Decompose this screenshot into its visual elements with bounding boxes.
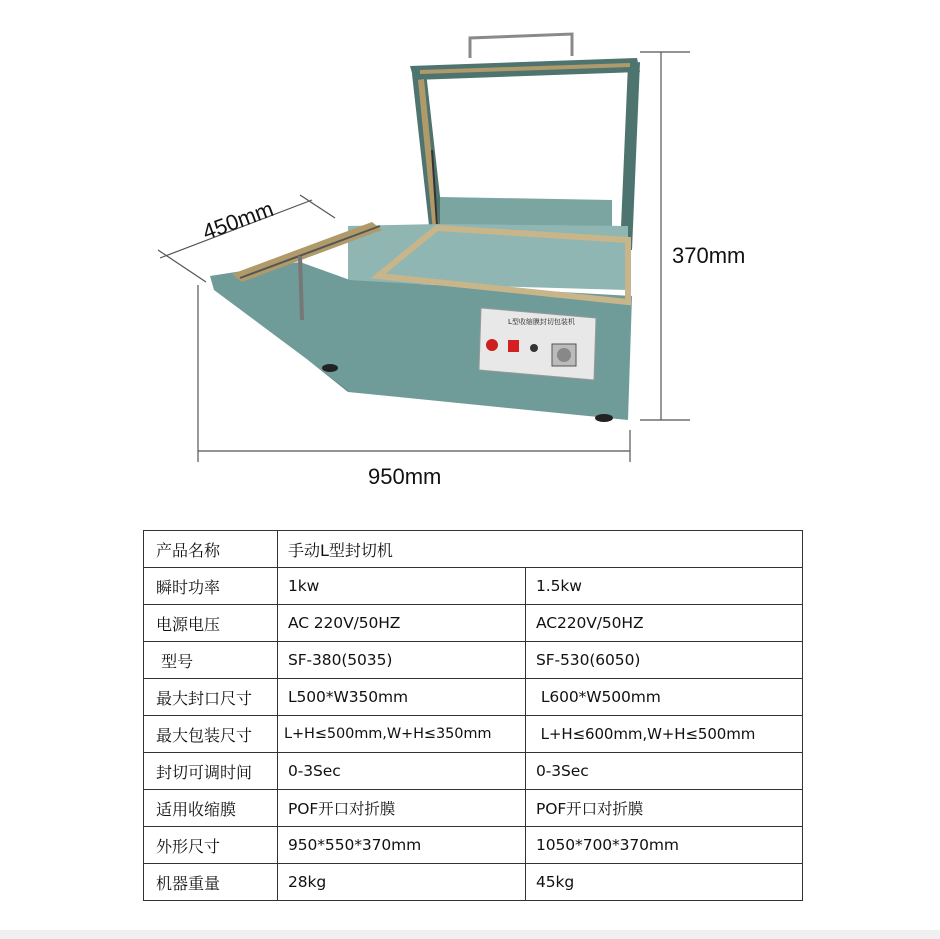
value-model-2: SF-530(6050): [526, 642, 803, 679]
adjust-knob-icon: [530, 344, 538, 352]
value-model-2: 0-3Sec: [526, 753, 803, 790]
spec-table: [143, 530, 803, 901]
table-row: [144, 864, 803, 901]
value-model-1: SF-380(5035): [278, 642, 526, 679]
value-model-2: 45kg: [526, 864, 803, 901]
row-label: 最大封口尺寸: [144, 679, 278, 716]
table-row: [144, 642, 803, 679]
width-label: 950mm: [368, 464, 442, 489]
row-label: 机器重量: [144, 864, 278, 901]
value-model-2: L600*W500mm: [526, 679, 803, 716]
value-model-2: 1050*700*370mm: [526, 827, 803, 864]
value-model-2: AC220V/50HZ: [526, 605, 803, 642]
value-model-1: 950*550*370mm: [278, 827, 526, 864]
value-model-2: 1.5kw: [526, 568, 803, 605]
product-name-label: 产品名称: [144, 531, 278, 568]
table-row: [144, 568, 803, 605]
table-row: [144, 531, 803, 568]
power-indicator-icon: [486, 339, 498, 351]
table-row: [144, 827, 803, 864]
value-model-1: 1kw: [278, 568, 526, 605]
row-label: 最大包装尺寸: [144, 716, 278, 753]
control-panel-title: L型收缩膜封切包装机: [508, 318, 575, 326]
power-switch-icon: [508, 340, 519, 352]
row-label: 封切可调时间: [144, 753, 278, 790]
depth-label: 450mm: [199, 196, 277, 245]
table-row: [144, 716, 803, 753]
value-model-1: 0-3Sec: [278, 753, 526, 790]
bottom-divider: [0, 930, 940, 939]
value-model-2: POF开口对折膜: [526, 790, 803, 827]
row-label: 外形尺寸: [144, 827, 278, 864]
control-panel: [479, 308, 596, 380]
value-model-1: AC 220V/50HZ: [278, 605, 526, 642]
table-row: [144, 753, 803, 790]
row-label: 电源电压: [144, 605, 278, 642]
row-label: 适用收缩膜: [144, 790, 278, 827]
table-row: [144, 790, 803, 827]
product-name-value: 手动L型封切机: [278, 531, 803, 568]
table-row: [144, 605, 803, 642]
value-model-1: POF开口对折膜: [278, 790, 526, 827]
table-row: [144, 679, 803, 716]
row-label: 瞬时功率: [144, 568, 278, 605]
value-model-1: L500*W350mm: [278, 679, 526, 716]
value-model-1: 28kg: [278, 864, 526, 901]
value-model-1: L+H≤500mm,W+H≤350mm: [278, 716, 526, 753]
value-model-2: L+H≤600mm,W+H≤500mm: [526, 716, 803, 753]
height-label: 370mm: [672, 243, 746, 268]
machine-body: [210, 197, 632, 422]
height-dimension-line: [640, 52, 690, 420]
row-label: 型号: [144, 642, 278, 679]
